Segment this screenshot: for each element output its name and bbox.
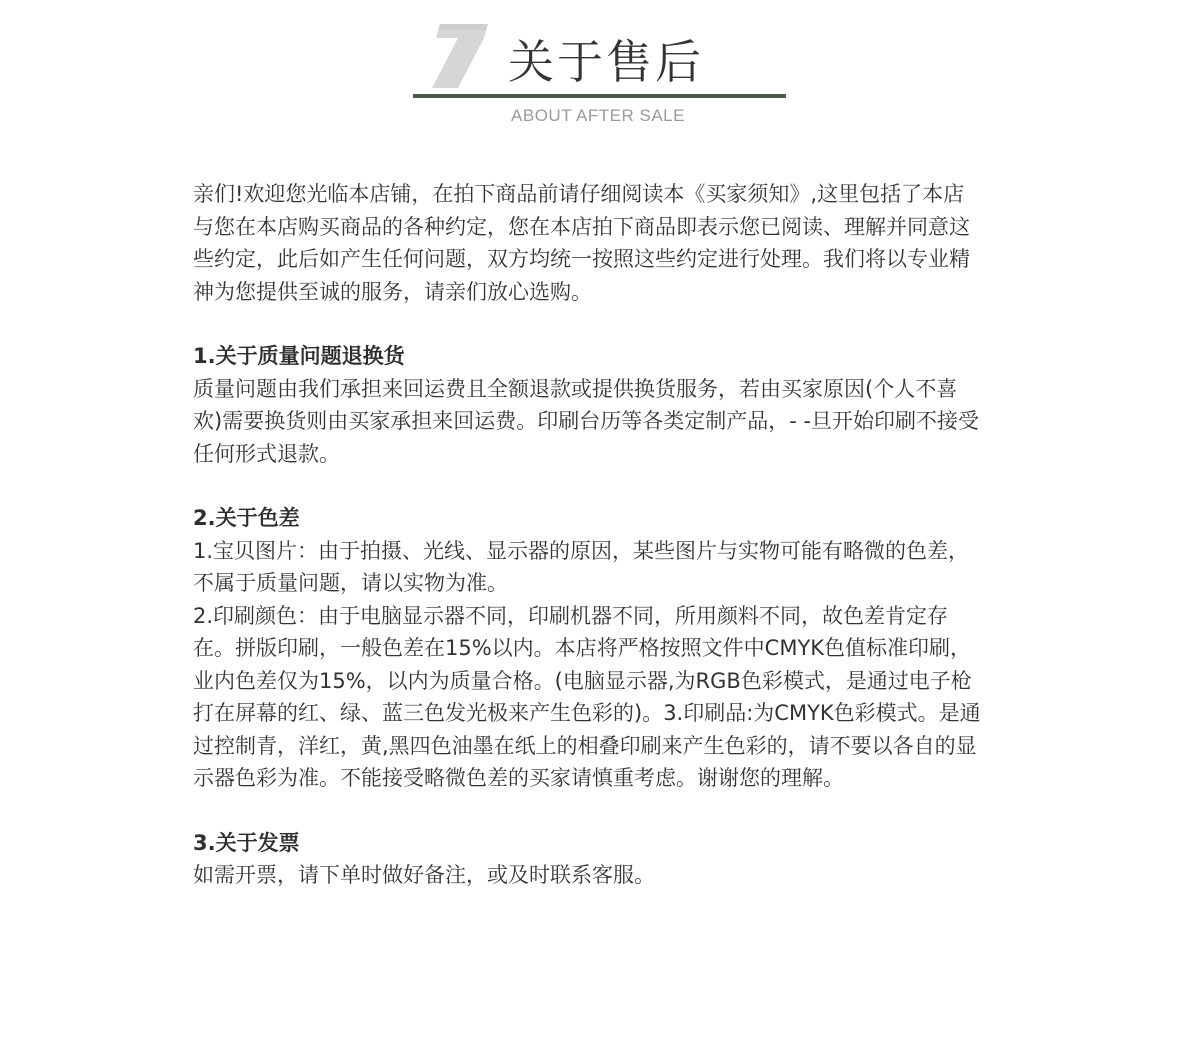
section-paragraph-quality: 质量问题由我们承担来回运费且全额退款或提供换货服务，若由买家原因(个人不喜 欢)需要换货则由买家承担来回运费。印刷台历等各类定制产品，- -旦开始印刷不接受 任何形式退款。 xyxy=(193,376,980,466)
number-seven-graphic xyxy=(428,22,490,90)
section-header xyxy=(0,0,1196,140)
title-underline xyxy=(413,94,786,98)
section-heading-quality: 1.关于质量问题退换货 xyxy=(193,344,405,368)
section-heading-color: 2.关于色差 xyxy=(193,506,300,530)
spacer xyxy=(193,795,1033,827)
spacer xyxy=(193,470,1033,502)
after-sale-content xyxy=(193,178,1033,892)
section-number-seven xyxy=(428,22,490,90)
section-heading-invoice: 3.关于发票 xyxy=(193,830,300,855)
page-subtitle: ABOUT AFTER SALE xyxy=(511,106,685,125)
intro-paragraph: 亲们!欢迎您光临本店铺，在拍下商品前请仔细阅读本《买家须知》,这里包括了本店 与您在本店购买商品的各种约定，您在本店拍下商品即表示您已阅读、理解并同意这 些约定，此后如产生任何问题，双方均统一按照这些约定进行处理。我们将以专业精 神为您提供至诚的服务，请亲们放心选购。 xyxy=(193,182,970,304)
section-paragraph-color-printing: 2.印刷颜色：由于电脑显示器不同，印刷机器不同，所用颜料不同，故色差肯定存 在。拼版印刷，一般色差在15%以内。本店将严格按照文件中CMYK色值标准印刷， 业内色差仅为15%，以内为质量合格。(电脑显示器,为RGB色彩模式，是通过电子枪 打在屏幕的红、绿、蓝三色发光极来产生色彩的)。3.印刷品:为CMYK色彩模式。是通 过控制青，洋红，黄,黑四色油墨在纸上的相叠印刷来产生色彩的，请不要以各自的显 示器色彩为准。不能接受略微色差的买家请慎重考虑。谢谢您的理解。 xyxy=(193,603,981,790)
section-paragraph-color-photos: 1.宝贝图片：由于拍摄、光线、显示器的原因，某些图片与实物可能有略微的色差， 不属于质量问题，请以实物为准。 xyxy=(193,538,970,595)
spacer xyxy=(193,308,1033,340)
section-paragraph-invoice: 如需开票，请下单时做好备注，或及时联系客服。 xyxy=(193,863,655,887)
page-title: 关于售后 xyxy=(508,35,704,89)
